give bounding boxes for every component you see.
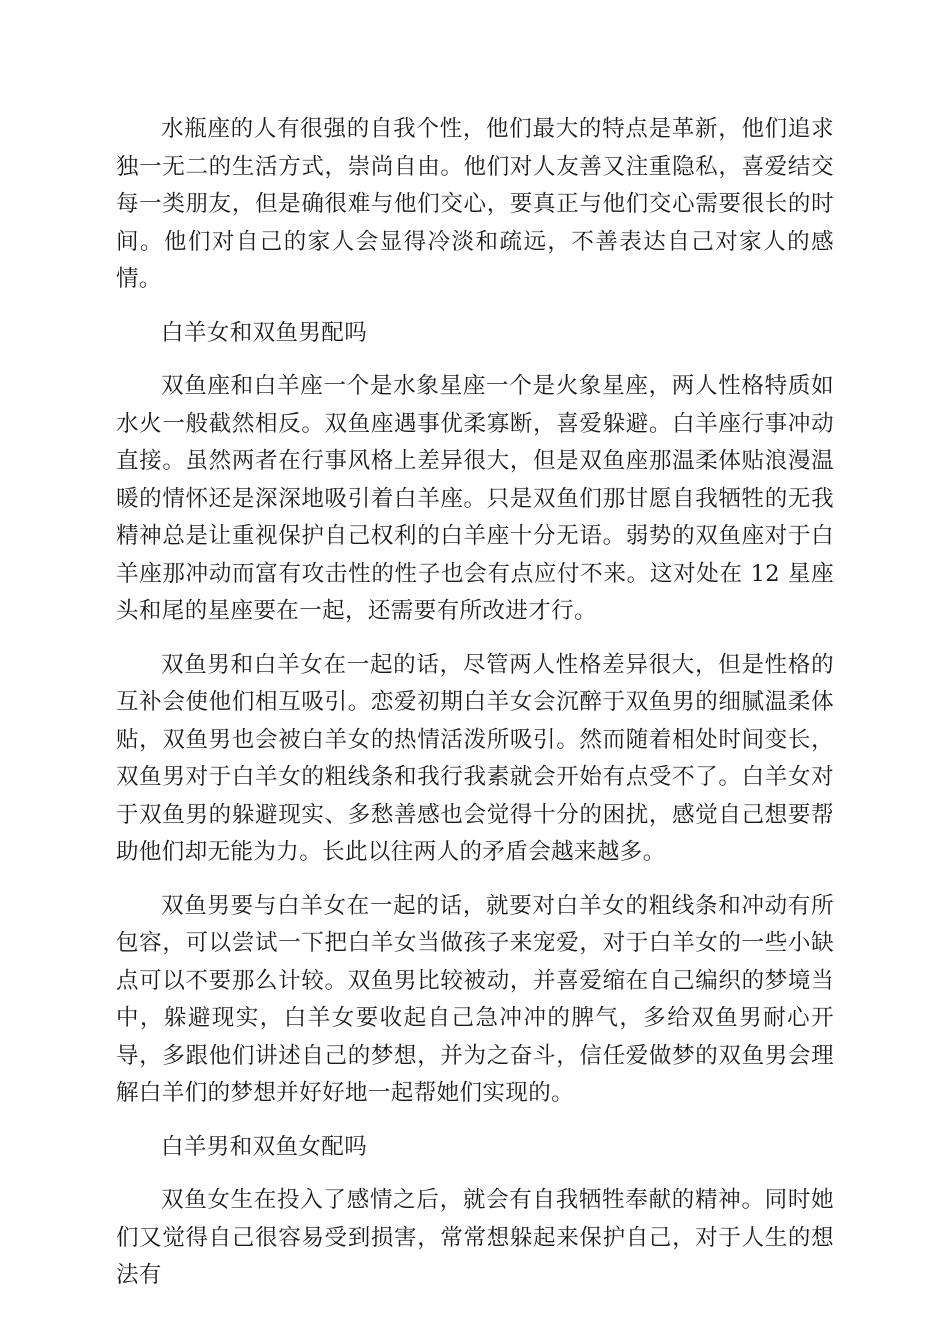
paragraph-pisces-man-aries-woman-relationship: 双鱼男和白羊女在一起的话，尽管两人性格差异很大，但是性格的互补会使他们相互吸引。恋爱初期白羊女会沉醉于双鱼男的细腻温柔体贴，双鱼男也会被白羊女的热情活泼所吸引。然而随着相处时间变长，双鱼男对于白羊女的粗线条和我行我素就会开始有点受不了。白羊女对于双鱼男的躲避现实、多愁善感也会觉得十分的困扰，感觉自己想要帮助他们却无能为力。长此以往两人的矛盾会越来越多。 bbox=[116, 651, 834, 865]
section-heading-aries-man-pisces-woman: 白羊男和双鱼女配吗 bbox=[161, 1133, 368, 1160]
paragraph-aquarius-traits: 水瓶座的人有很强的自我个性，他们最大的特点是革新，他们追求独一无二的生活方式，崇尚自由。他们对人友善又注重隐私，喜爱结交每一类朋友，但是确很难与他们交心，要真正与他们交心需要很长的时间。他们对自己的家人会显得冷淡和疏远，不善表达自己对家人的感情。 bbox=[116, 116, 834, 292]
paragraph-pisces-aries-overview: 双鱼座和白羊座一个是水象星座一个是火象星座，两人性格特质如水火一般截然相反。双鱼座遇事优柔寡断，喜爱躲避。白羊座行事冲动直接。虽然两者在行事风格上差异很大，但是双鱼座那温柔体贴浪漫温暖的情怀还是深深地吸引着白羊座。只是双鱼们那甘愿自我牺牲的无我精神总是让重视保护自己权利的白羊座十分无语。弱势的双鱼座对于白羊座那冲动而富有攻击性的性子也会有点应付不来。这对处在 12 星座头和尾的星座要在一起，还需要有所改进才行。 bbox=[116, 373, 834, 624]
document-page bbox=[116, 111, 834, 1311]
paragraph-pisces-man-aries-woman-advice: 双鱼男要与白羊女在一起的话，就要对白羊女的粗线条和冲动有所包容，可以尝试一下把白羊女当做孩子来宠爱，对于白羊女的一些小缺点可以不要那么计较。双鱼男比较被动，并喜爱缩在自己编织的梦境当中，躲避现实，白羊女要收起自己急冲冲的脾气，多给双鱼男耐心开导，多跟他们讲述自己的梦想，并为之奋斗，信任爱做梦的双鱼男会理解白羊们的梦想并好好地一起帮她们实现的。 bbox=[116, 892, 834, 1106]
section-heading-aries-woman-pisces-man: 白羊女和双鱼男配吗 bbox=[161, 319, 368, 346]
paragraph-pisces-woman-traits: 双鱼女生在投入了感情之后，就会有自我牺牲奉献的精神。同时她们又觉得自己很容易受到损害，常常想躲起来保护自己，对于人生的想法有 bbox=[116, 1187, 834, 1288]
